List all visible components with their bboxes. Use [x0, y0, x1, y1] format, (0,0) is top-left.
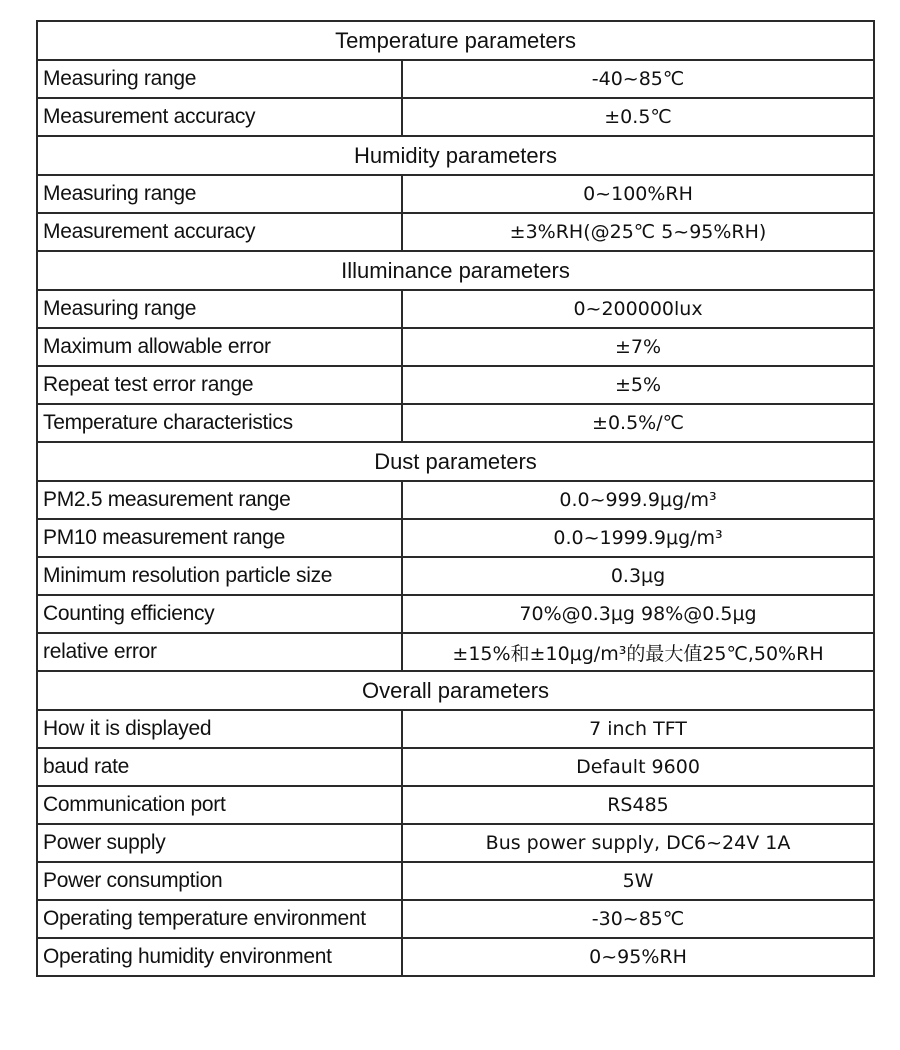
parameter-name: How it is displayed	[37, 710, 402, 748]
parameter-value: 70%@0.3μg 98%@0.5μg	[402, 595, 874, 633]
parameter-name: Temperature characteristics	[37, 404, 402, 442]
section-title: Temperature parameters	[37, 21, 874, 60]
parameter-value: -40~85℃	[402, 60, 874, 98]
table-row	[37, 60, 874, 98]
table-row	[37, 290, 874, 328]
section-title: Illuminance parameters	[37, 251, 874, 290]
parameter-value: ±5%	[402, 366, 874, 404]
parameter-name: PM10 measurement range	[37, 519, 402, 557]
parameter-name: Power consumption	[37, 862, 402, 900]
section-title: Humidity parameters	[37, 136, 874, 175]
section-header-row	[37, 136, 874, 175]
parameter-value: Bus power supply, DC6~24V 1A	[402, 824, 874, 862]
parameter-name: Measuring range	[37, 290, 402, 328]
parameter-value: ±3%RH(@25℃ 5~95%RH)	[402, 213, 874, 251]
parameter-name: Measurement accuracy	[37, 213, 402, 251]
table-row	[37, 900, 874, 938]
section-title: Overall parameters	[37, 671, 874, 710]
parameter-value: 5W	[402, 862, 874, 900]
parameter-value: ±0.5%/℃	[402, 404, 874, 442]
table-row	[37, 595, 874, 633]
parameter-value: 0~200000lux	[402, 290, 874, 328]
table-row	[37, 481, 874, 519]
section-title: Dust parameters	[37, 442, 874, 481]
parameter-name: Measurement accuracy	[37, 98, 402, 136]
parameter-value: RS485	[402, 786, 874, 824]
parameter-value: 0.0~1999.9μg/m³	[402, 519, 874, 557]
parameter-value: 7 inch TFT	[402, 710, 874, 748]
parameter-name: Operating humidity environment	[37, 938, 402, 976]
table-row	[37, 748, 874, 786]
section-header-row	[37, 21, 874, 60]
parameter-value: -30~85℃	[402, 900, 874, 938]
table-row	[37, 328, 874, 366]
parameter-name: PM2.5 measurement range	[37, 481, 402, 519]
parameter-name: Operating temperature environment	[37, 900, 402, 938]
parameter-name: Power supply	[37, 824, 402, 862]
table-row	[37, 710, 874, 748]
table-row	[37, 824, 874, 862]
section-header-row	[37, 442, 874, 481]
table-row	[37, 862, 874, 900]
parameter-value: 0~100%RH	[402, 175, 874, 213]
table-row	[37, 213, 874, 251]
parameter-value: 0.0~999.9μg/m³	[402, 481, 874, 519]
spec-table	[36, 20, 875, 977]
parameter-value: ±15%和±10μg/m³的最大值25℃,50%RH	[402, 633, 874, 671]
parameter-value: ±7%	[402, 328, 874, 366]
parameter-value: Default 9600	[402, 748, 874, 786]
parameter-value: ±0.5℃	[402, 98, 874, 136]
table-row	[37, 366, 874, 404]
table-row	[37, 786, 874, 824]
parameter-name: Repeat test error range	[37, 366, 402, 404]
table-row	[37, 938, 874, 976]
table-row	[37, 404, 874, 442]
table-row	[37, 557, 874, 595]
table-row	[37, 98, 874, 136]
section-header-row	[37, 671, 874, 710]
table-row	[37, 633, 874, 671]
parameter-name: Measuring range	[37, 175, 402, 213]
parameter-name: Maximum allowable error	[37, 328, 402, 366]
table-row	[37, 175, 874, 213]
parameter-name: baud rate	[37, 748, 402, 786]
parameter-name: Measuring range	[37, 60, 402, 98]
parameter-name: Minimum resolution particle size	[37, 557, 402, 595]
parameter-name: Counting efficiency	[37, 595, 402, 633]
parameter-name: relative error	[37, 633, 402, 671]
parameter-value: 0~95%RH	[402, 938, 874, 976]
parameter-value: 0.3μg	[402, 557, 874, 595]
table-row	[37, 519, 874, 557]
section-header-row	[37, 251, 874, 290]
spec-table-body	[37, 21, 874, 976]
parameter-name: Communication port	[37, 786, 402, 824]
